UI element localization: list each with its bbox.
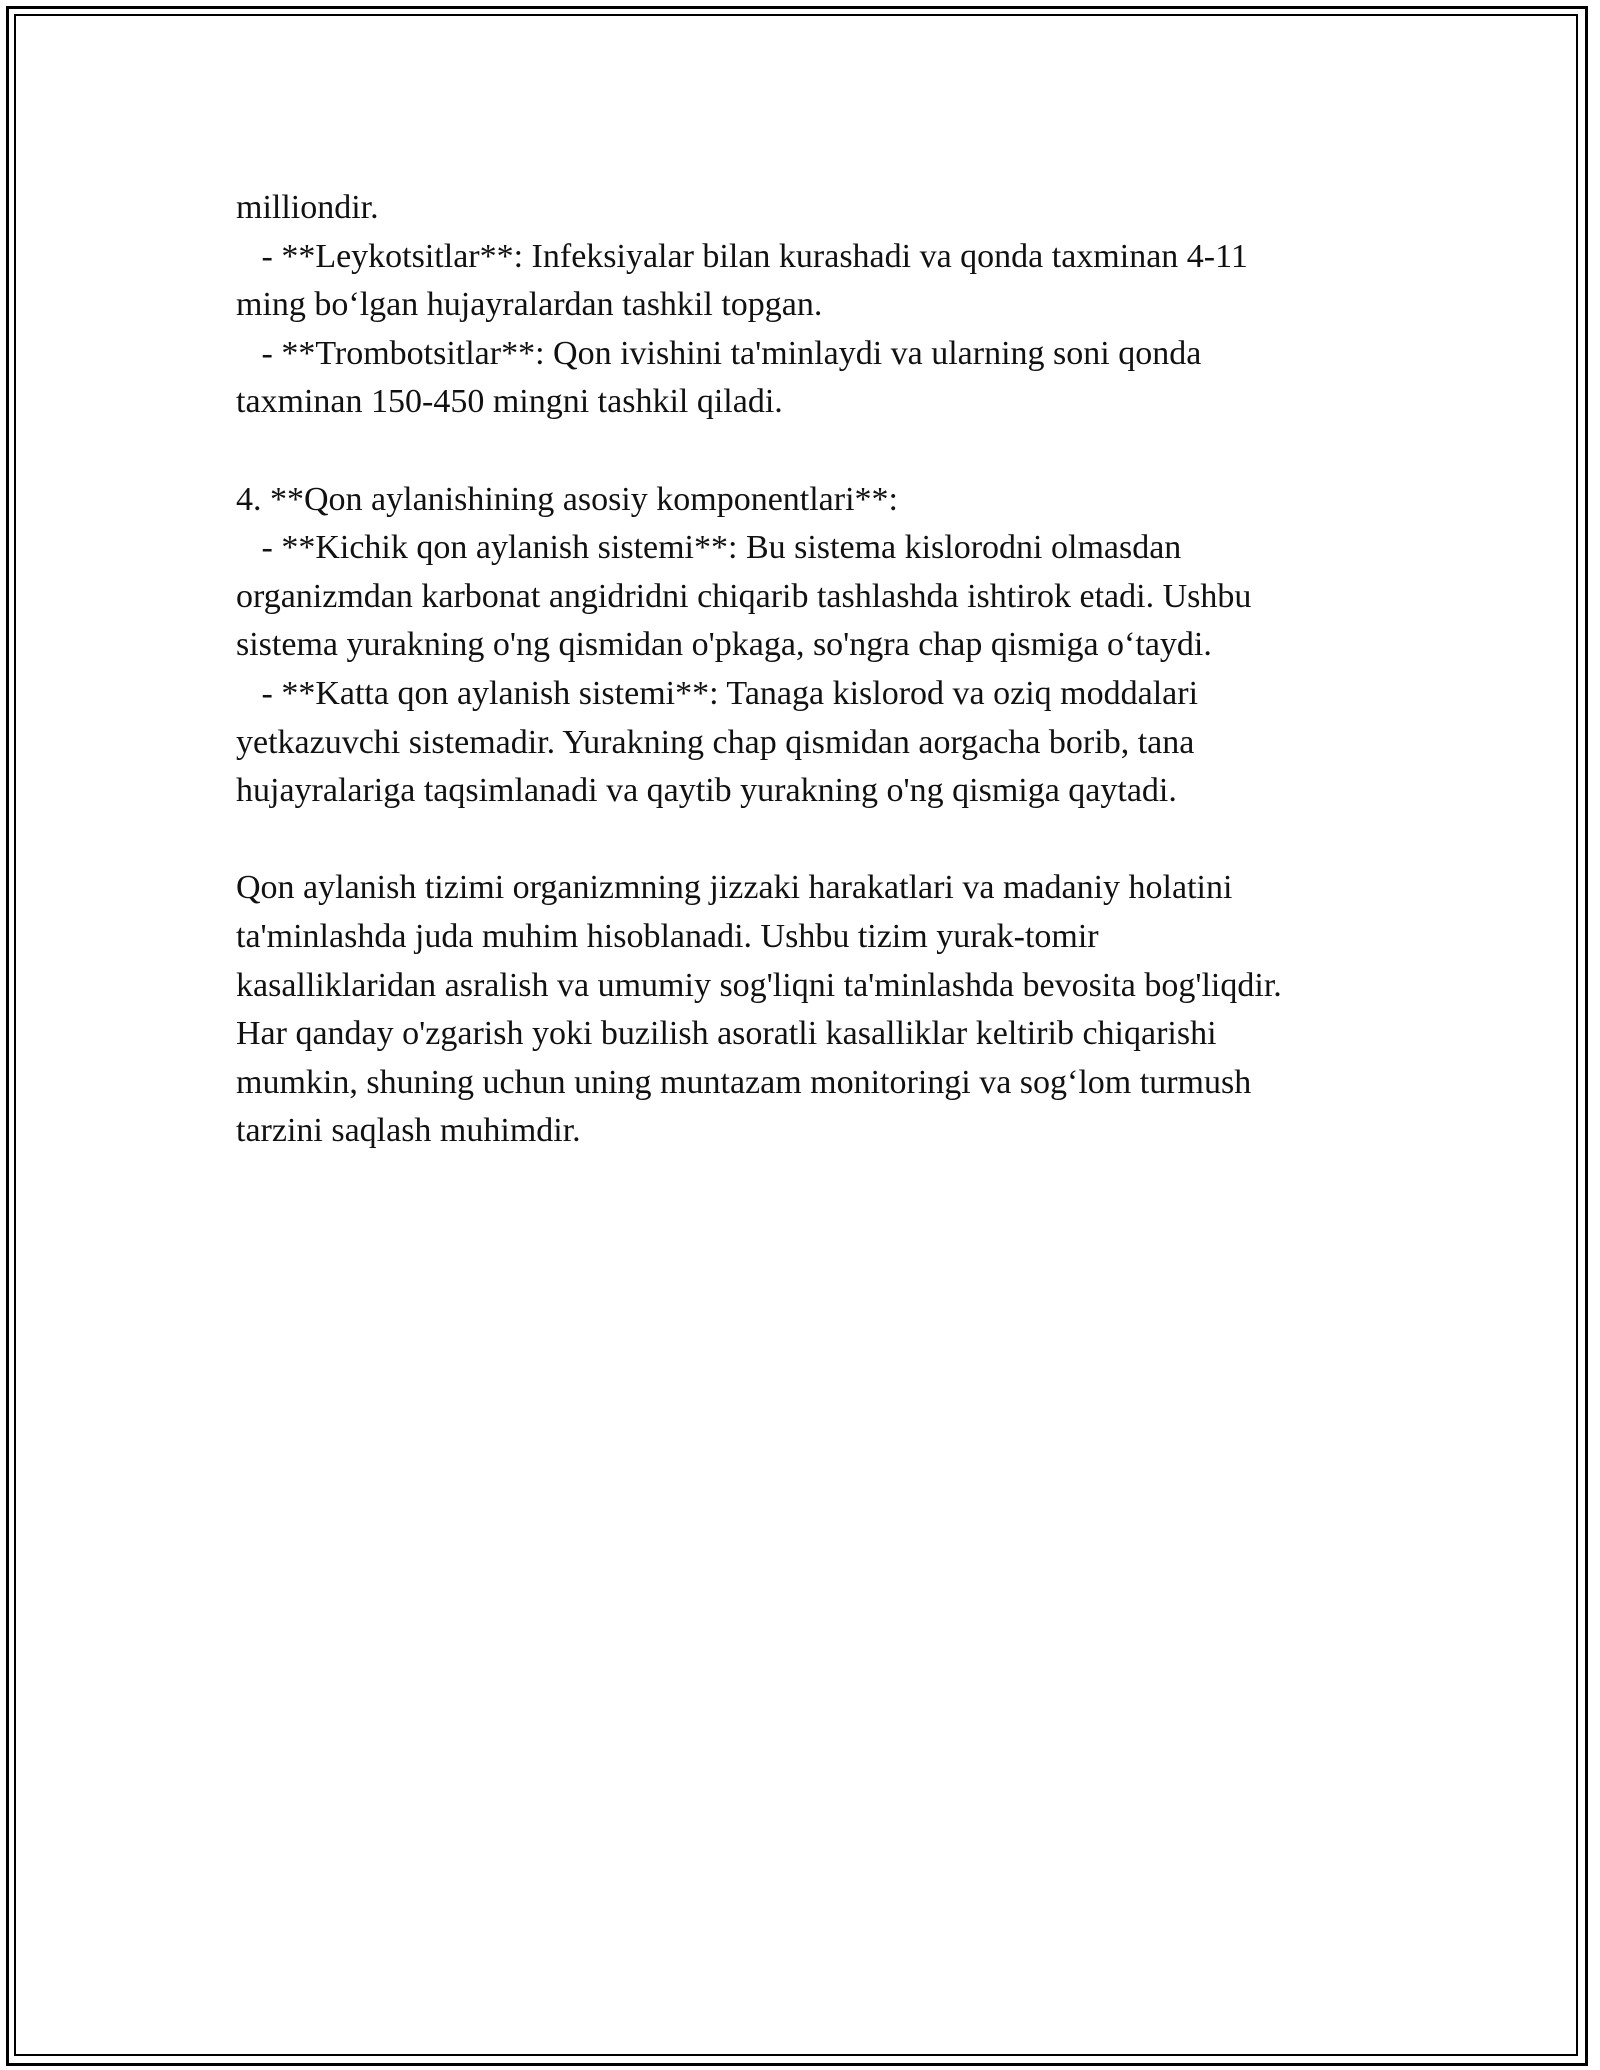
text-line: organizmdan karbonat angidridni chiqarib tashlashda ishtirok etadi. Ushbu <box>236 577 1252 615</box>
text-line: - **Leykotsitlar**: Infeksiyalar bilan kurashadi va qonda taxminan 4-11 <box>236 237 1248 275</box>
text-line: 4. **Qon aylanishining asosiy komponentlari**: <box>236 480 898 518</box>
text-line: - **Katta qon aylanish sistemi**: Tanaga kislorod va oziq moddalari <box>236 674 1199 712</box>
paragraph-gap <box>236 427 1396 476</box>
text-line: ming bo‘lgan hujayralardan tashkil topgan. <box>236 286 823 324</box>
text-line: mumkin, shuning uchun uning muntazam monitoringi va sog‘lom turmush <box>236 1063 1252 1101</box>
text-line: sistema yurakning o'ng qismidan o'pkaga, so'ngra chap qismiga o‘taydi. <box>236 626 1212 664</box>
text-line: - **Kichik qon aylanish sistemi**: Bu sistema kislorodni olmasdan <box>236 529 1182 567</box>
text-line: yetkazuvchi sistemadir. Yurakning chap qismidan aorgacha borib, tana <box>236 723 1195 761</box>
text-line: milliondir. <box>236 189 379 226</box>
text-line: kasalliklaridan asralish va umumiy sog'liqni ta'minlashda bevosita bog'liqdir. <box>236 966 1282 1004</box>
document-body <box>236 184 1396 1156</box>
text-line: hujayralariga taqsimlanadi va qaytib yurakning o'ng qismiga qaytadi. <box>236 772 1177 810</box>
text-line: Har qanday o'zgarish yoki buzilish asoratli kasalliklar keltirib chiqarishi <box>236 1015 1217 1053</box>
paragraph-gap <box>236 816 1396 865</box>
text-line: taxminan 150-450 mingni tashkil qiladi. <box>236 383 783 421</box>
text-line: - **Trombotsitlar**: Qon ivishini ta'minlaydi va ularning soni qonda <box>236 334 1202 372</box>
text-line: ta'minlashda juda muhim hisoblanadi. Ushbu tizim yurak-tomir <box>236 917 1099 955</box>
text-line: Qon aylanish tizimi organizmning jizzaki harakatlari va madaniy holatini <box>236 869 1233 907</box>
text-line: tarzini saqlash muhimdir. <box>236 1112 581 1150</box>
